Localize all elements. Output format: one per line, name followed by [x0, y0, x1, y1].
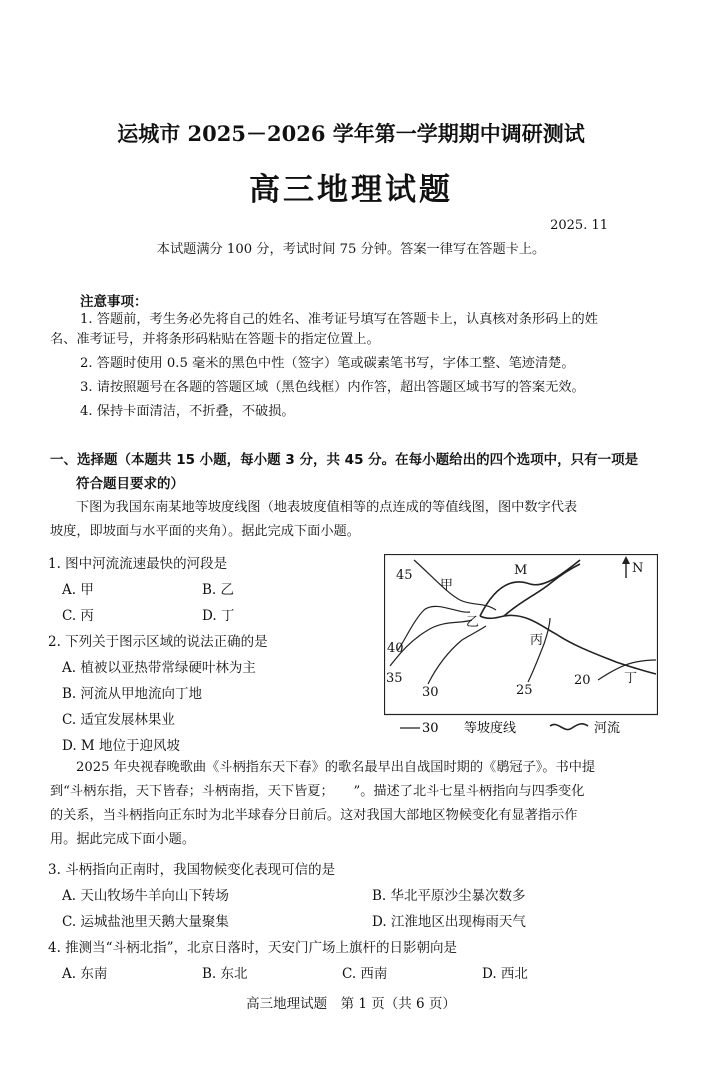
map-legend: [400, 720, 620, 736]
subject-title: 高三地理试题: [249, 172, 453, 208]
question-stem: 4. 推测当“斗柄北指”，北京日落时，天安门广场上旗杆的日影朝向是: [48, 940, 457, 956]
notes-heading: 注意事项：: [80, 294, 148, 310]
option-d: D. M 地位于迎风坡: [62, 738, 181, 754]
section-heading-cont: 符合题目要求的）: [76, 476, 184, 492]
contour-label-40: 40: [387, 641, 404, 656]
option-d: D. 江淮地区出现梅雨天气: [372, 914, 526, 930]
exam-intro: 本试题满分 100 分，考试时间 75 分钟。答案一律写在答题卡上。: [156, 242, 546, 257]
option-c: C. 运城盐池里天鹅大量聚集: [62, 914, 229, 930]
note-item: 4. 保持卡面清洁，不折叠，不破损。: [80, 404, 295, 419]
passage-line: 下图为我国东南某地等坡度线图（地表坡度值相等的点连成的等值线图，图中数字代表: [76, 500, 578, 515]
question-stem: 2. 下列关于图示区域的说法正确的是: [48, 634, 268, 650]
legend-contour-value: 30: [422, 721, 439, 736]
label-ding: 丁: [624, 671, 638, 686]
legend-contour-label: 等坡度线: [464, 721, 517, 736]
note-item: 3. 请按照题号在各题的答题区域（黑色线框）内作答，超出答题区域书写的答案无效。: [80, 380, 585, 395]
passage-line: 的关系，当斗柄指向正东时为北半球春分日前后。这对我国大部地区物候变化有显著指示作: [50, 808, 578, 823]
passage-line: 2025 年央视春晚歌曲《斗柄指东天下春》的歌名最早出自战国时期的《鹖冠子》。书中提: [76, 760, 596, 775]
passage-line: 用。据此完成下面小题。: [50, 832, 196, 847]
map-svg: [384, 554, 658, 738]
option-b: B. 东北: [202, 966, 248, 982]
note-item: 名、准考证号，并将条形码粘贴在答题卡的指定位置上。: [50, 332, 380, 347]
option-c: C. 西南: [342, 966, 388, 982]
option-a: A. 天山牧场牛羊向山下转场: [62, 888, 229, 904]
option-c: C. 适宜发展林果业: [62, 712, 175, 728]
label-N: N: [632, 561, 644, 576]
passage-line: 到“斗柄东指，天下皆春；斗柄南指，天下皆夏； ”。描述了北斗七星斗柄指向与四季变化: [50, 784, 585, 799]
option-a: A. 东南: [62, 966, 108, 982]
option-b: B. 华北平原沙尘暴次数多: [372, 888, 526, 904]
contour-label-25: 25: [516, 683, 533, 698]
question-stem: 3. 斗柄指向正南时，我国物候变化表现可信的是: [48, 862, 336, 878]
note-item: 1. 答题前，考生务必先将自己的姓名、准考证号填写在答题卡上，认真核对条形码上的姓: [80, 312, 598, 327]
legend-river-label: 河流: [594, 721, 621, 736]
contour-label-30: 30: [422, 685, 439, 700]
label-yi: 乙: [466, 615, 480, 630]
contour-label-20: 20: [574, 673, 591, 688]
slope-contour-map: [384, 554, 658, 738]
note-item: 2. 答题时使用 0.5 毫米的黑色中性（签字）笔或碳素笔书写，字体工整、笔迹清楚。: [80, 356, 575, 371]
option-b: B. 河流从甲地流向丁地: [62, 686, 203, 702]
option-a: A. 甲: [62, 582, 94, 598]
legend-river-sample: [550, 724, 588, 730]
exam-title: 运城市 2025－2026 学年第一学期期中调研测试: [117, 121, 585, 146]
option-d: D. 西北: [482, 966, 528, 982]
option-d: D. 丁: [202, 608, 235, 624]
option-c: C. 丙: [62, 608, 94, 624]
page-footer: 高三地理试题 第 1 页（共 6 页）: [246, 996, 456, 1012]
label-bing: 丙: [530, 633, 544, 648]
label-jia: 甲: [440, 578, 454, 593]
option-a: A. 植被以亚热带常绿硬叶林为主: [62, 660, 256, 676]
contour-label-35: 35: [386, 671, 403, 686]
exam-date: 2025. 11: [550, 218, 608, 233]
question-stem: 1. 图中河流流速最快的河段是: [48, 556, 228, 572]
label-M: M: [514, 563, 528, 578]
passage-line: 坡度，即坡面与水平面的夹角）。据此完成下面小题。: [50, 524, 360, 539]
contour-label-45: 45: [396, 568, 413, 583]
option-b: B. 乙: [202, 582, 235, 598]
section-heading: 一、选择题（本题共 15 小题，每小题 3 分，共 45 分。在每小题给出的四个选项中，只有一项是: [50, 452, 639, 468]
